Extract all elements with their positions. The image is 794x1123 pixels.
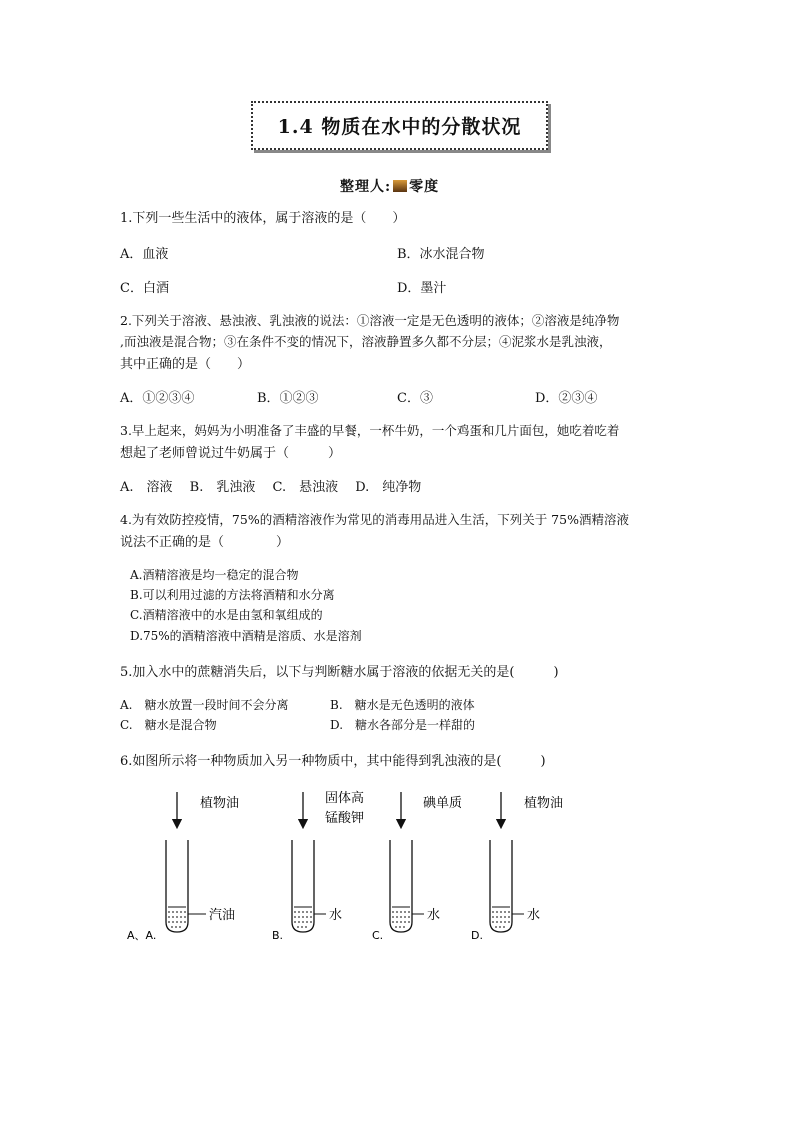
q2-option-a: A．①②③④ bbox=[120, 391, 195, 406]
test-tube-figure bbox=[0, 780, 794, 960]
tube-a-added-label: 植物油 bbox=[200, 796, 240, 811]
tube-b bbox=[272, 790, 364, 942]
tube-c bbox=[372, 792, 462, 942]
tube-a-glass bbox=[166, 840, 188, 932]
q2-line-3: 其中正确的是（ ） bbox=[120, 357, 251, 372]
tube-b-option: B. bbox=[272, 929, 284, 942]
q4-option-c: C.酒精溶液中的水是由氢和氧组成的 bbox=[130, 608, 323, 622]
tube-d-liquid-label: 水 bbox=[527, 908, 541, 923]
q3-line-1: 3.早上起来，妈妈为小明准备了丰盛的早餐，一杯牛奶，一个鸡蛋和几片面包，她吃着吃着 bbox=[120, 423, 620, 438]
q5-option-c: C. 糖水是混合物 bbox=[120, 718, 217, 732]
q2-line-1: 2.下列关于溶液、悬浊液、乳浊液的说法：①溶液一定是无色透明的液体；②溶液是纯净物 bbox=[120, 313, 620, 328]
q4-option-b: B.可以利用过滤的方法将酒精和水分离 bbox=[130, 588, 335, 602]
page-title: 1.4 物质在水中的分散状况 bbox=[277, 116, 522, 138]
q2-option-d: D．②③④ bbox=[535, 391, 598, 406]
q4-option-d: D.75%的酒精溶液中酒精是溶质、水是溶剂 bbox=[130, 629, 362, 643]
q5-option-b: B. 糖水是无色透明的液体 bbox=[330, 698, 475, 712]
tube-c-liquid-label: 水 bbox=[427, 908, 441, 923]
tube-c-added-label: 碘单质 bbox=[423, 796, 463, 811]
q5-stem: 5.加入水中的蔗糖消失后，以下与判断糖水属于溶液的依据无关的是( ) bbox=[120, 665, 559, 680]
tube-a-liquid-label: 汽油 bbox=[209, 908, 236, 923]
tube-a-option: A、A. bbox=[127, 929, 157, 942]
q5-option-a: A. 糖水放置一段时间不会分离 bbox=[120, 698, 289, 712]
tube-c-option: C. bbox=[372, 929, 384, 942]
tube-d bbox=[471, 792, 563, 942]
author-line bbox=[340, 176, 439, 196]
tube-d-glass bbox=[490, 840, 512, 932]
q6-stem: 6.如图所示将一种物质加入另一种物质中，其中能得到乳浊液的是( ) bbox=[120, 754, 546, 769]
author-prefix: 整理人: bbox=[340, 179, 392, 195]
q1-stem: 1.下列一些生活中的液体，属于溶液的是（ ） bbox=[120, 211, 406, 226]
q2-line-2: ,而浊液是混合物；③在条件不变的情况下，溶液静置多久都不分层；④泥浆水是乳浊液， bbox=[120, 334, 612, 349]
tube-b-added-label: 固体高 bbox=[325, 791, 365, 806]
tube-b-liquid-label: 水 bbox=[329, 908, 343, 923]
tube-d-option: D. bbox=[471, 929, 483, 942]
tube-b-glass bbox=[292, 840, 314, 932]
author-name: 零度 bbox=[409, 179, 440, 195]
tube-b-added-label-2: 锰酸钾 bbox=[325, 811, 365, 826]
q3-options: A. 溶液 B. 乳浊液 C. 悬浊液 D. 纯净物 bbox=[120, 480, 422, 495]
title-box bbox=[251, 101, 548, 150]
q1-option-c: C．白酒 bbox=[120, 281, 169, 296]
tube-a bbox=[127, 792, 239, 942]
tube-c-glass bbox=[390, 840, 412, 932]
q2-option-c: C．③ bbox=[397, 391, 433, 406]
tube-d-added-label: 植物油 bbox=[524, 796, 564, 811]
q3-line-2: 想起了老师曾说过牛奶属于（ ） bbox=[120, 446, 342, 461]
q2-option-b: B．①②③ bbox=[257, 391, 319, 406]
q1-option-a: A．血液 bbox=[120, 247, 169, 262]
q4-line-1: 4.为有效防控疫情，75%的酒精溶液作为常见的消毒用品进入生活，下列关于 75%酒精溶液 bbox=[120, 512, 629, 527]
q4-option-a: A.酒精溶液是均一稳定的混合物 bbox=[130, 568, 299, 582]
q1-option-b: B．冰水混合物 bbox=[397, 247, 485, 262]
q1-option-d: D．墨汁 bbox=[397, 281, 447, 296]
q4-line-2: 说法不正确的是（ ） bbox=[120, 535, 290, 550]
q5-option-d: D. 糖水各部分是一样甜的 bbox=[330, 718, 476, 732]
author-logo-icon bbox=[393, 180, 407, 192]
